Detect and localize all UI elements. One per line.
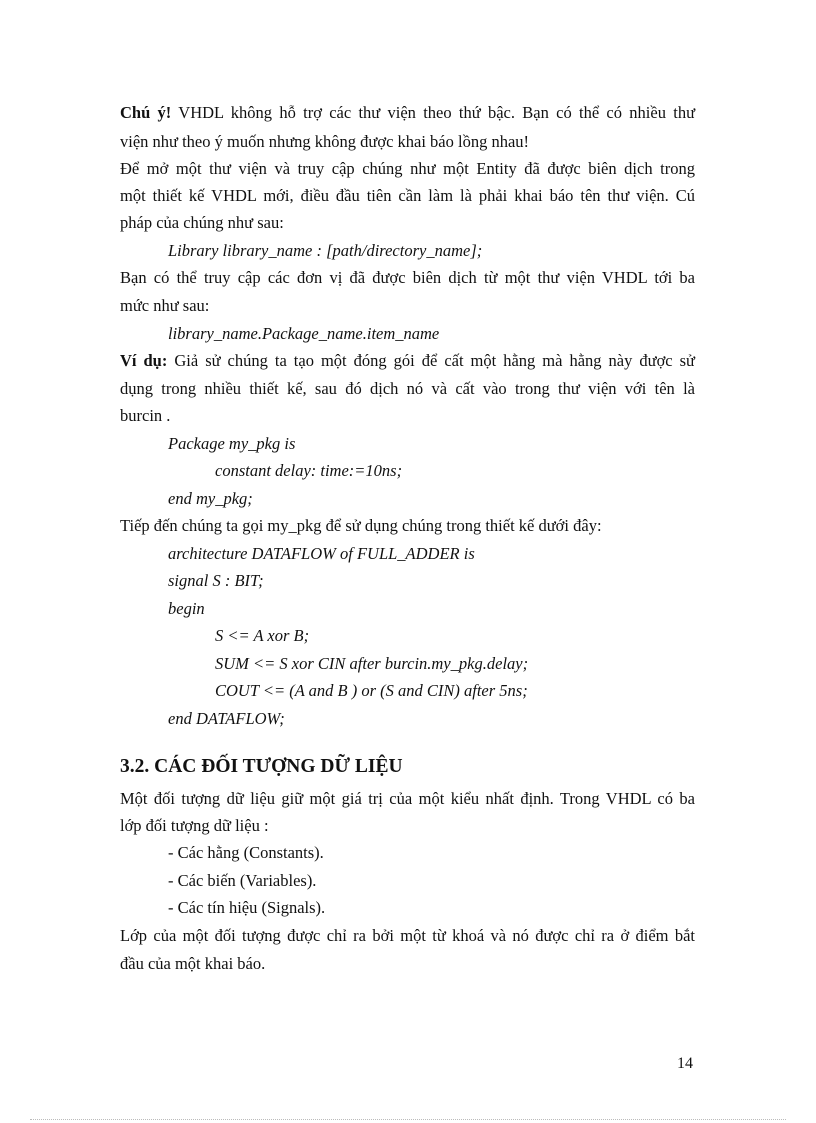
para-objects-line-2: lớp đối tượng dữ liệu :: [120, 816, 269, 835]
example-label: Ví dụ:: [120, 351, 168, 370]
note-label: Chú ý!: [120, 103, 172, 122]
code-arch-line-4: S <= A xor B;: [215, 626, 310, 645]
para-access-line-1: Bạn có thể truy cập các đơn vị đã được biên dịch từ một thư viện VHDL tới ba: [120, 268, 695, 287]
code-arch-line-2: signal S : BIT;: [168, 571, 264, 590]
note-text-1: VHDL không hỗ trợ các thư viện theo thứ bậc. Bạn có thể có nhiều thư: [171, 103, 696, 122]
code-arch-line-3: begin: [168, 599, 205, 618]
list-item-variables: - Các biến (Variables).: [168, 871, 317, 890]
para-open-line-2: một thiết kế VHDL mới, điều đầu tiên cần làm là phải khai báo tên thư viện. Cú: [120, 186, 695, 205]
code-arch-line-5: SUM <= S xor CIN after burcin.my_pkg.delay;: [215, 654, 529, 673]
para-access-line-2: mức như sau:: [120, 296, 210, 315]
list-item-constants: - Các hằng (Constants).: [168, 843, 324, 862]
code-package-line-3: end my_pkg;: [168, 489, 253, 508]
code-arch-line-1: architecture DATAFLOW of FULL_ADDER is: [168, 544, 475, 563]
syntax-library: Library library_name : [path/directory_name];: [168, 241, 483, 260]
para-objects-line-1: Một đối tượng dữ liệu giữ một giá trị của một kiểu nhất định. Trong VHDL có ba: [120, 789, 695, 808]
code-arch-line-7: end DATAFLOW;: [168, 709, 285, 728]
para-next: Tiếp đến chúng ta gọi my_pkg để sử dụng chúng trong thiết kế dưới đây:: [120, 516, 602, 535]
code-package-line-2: constant delay: time:=10ns;: [215, 461, 403, 480]
para-class-line-1: Lớp của một đối tượng được chỉ ra bởi một từ khoá và nó được chỉ ra ở điểm bắt: [120, 926, 695, 945]
example-line-3: burcin .: [120, 406, 171, 425]
example-text-1: Giả sử chúng ta tạo một đóng gói để cất một hằng mà hằng này được sử: [167, 351, 695, 370]
syntax-access: library_name.Package_name.item_name: [168, 324, 440, 343]
page-bottom-divider: [30, 1119, 786, 1120]
para-open-line-1: Để mở một thư viện và truy cập chúng như một Entity đã được biên dịch trong: [120, 159, 695, 178]
note-line-1: [120, 105, 695, 122]
para-class-line-2: đầu của một khai báo.: [120, 954, 266, 973]
section-heading: 3.2. CÁC ĐỐI TƯỢNG DỮ LIỆU: [120, 756, 403, 777]
para-open-line-3: pháp của chúng như sau:: [120, 213, 284, 232]
list-item-signals: - Các tín hiệu (Signals).: [168, 898, 326, 917]
example-line-1: [120, 353, 695, 370]
example-line-2: dụng trong nhiều thiết kế, sau đó dịch nó và cất vào trong thư viện với tên là: [120, 379, 695, 398]
note-line-2: viện như theo ý muốn nhưng không được khai báo lồng nhau!: [120, 132, 530, 151]
code-arch-line-6: COUT <= (A and B ) or (S and CIN) after 5ns;: [215, 681, 528, 700]
page-number: 14: [677, 1055, 693, 1072]
code-package-line-1: Package my_pkg is: [168, 434, 296, 453]
